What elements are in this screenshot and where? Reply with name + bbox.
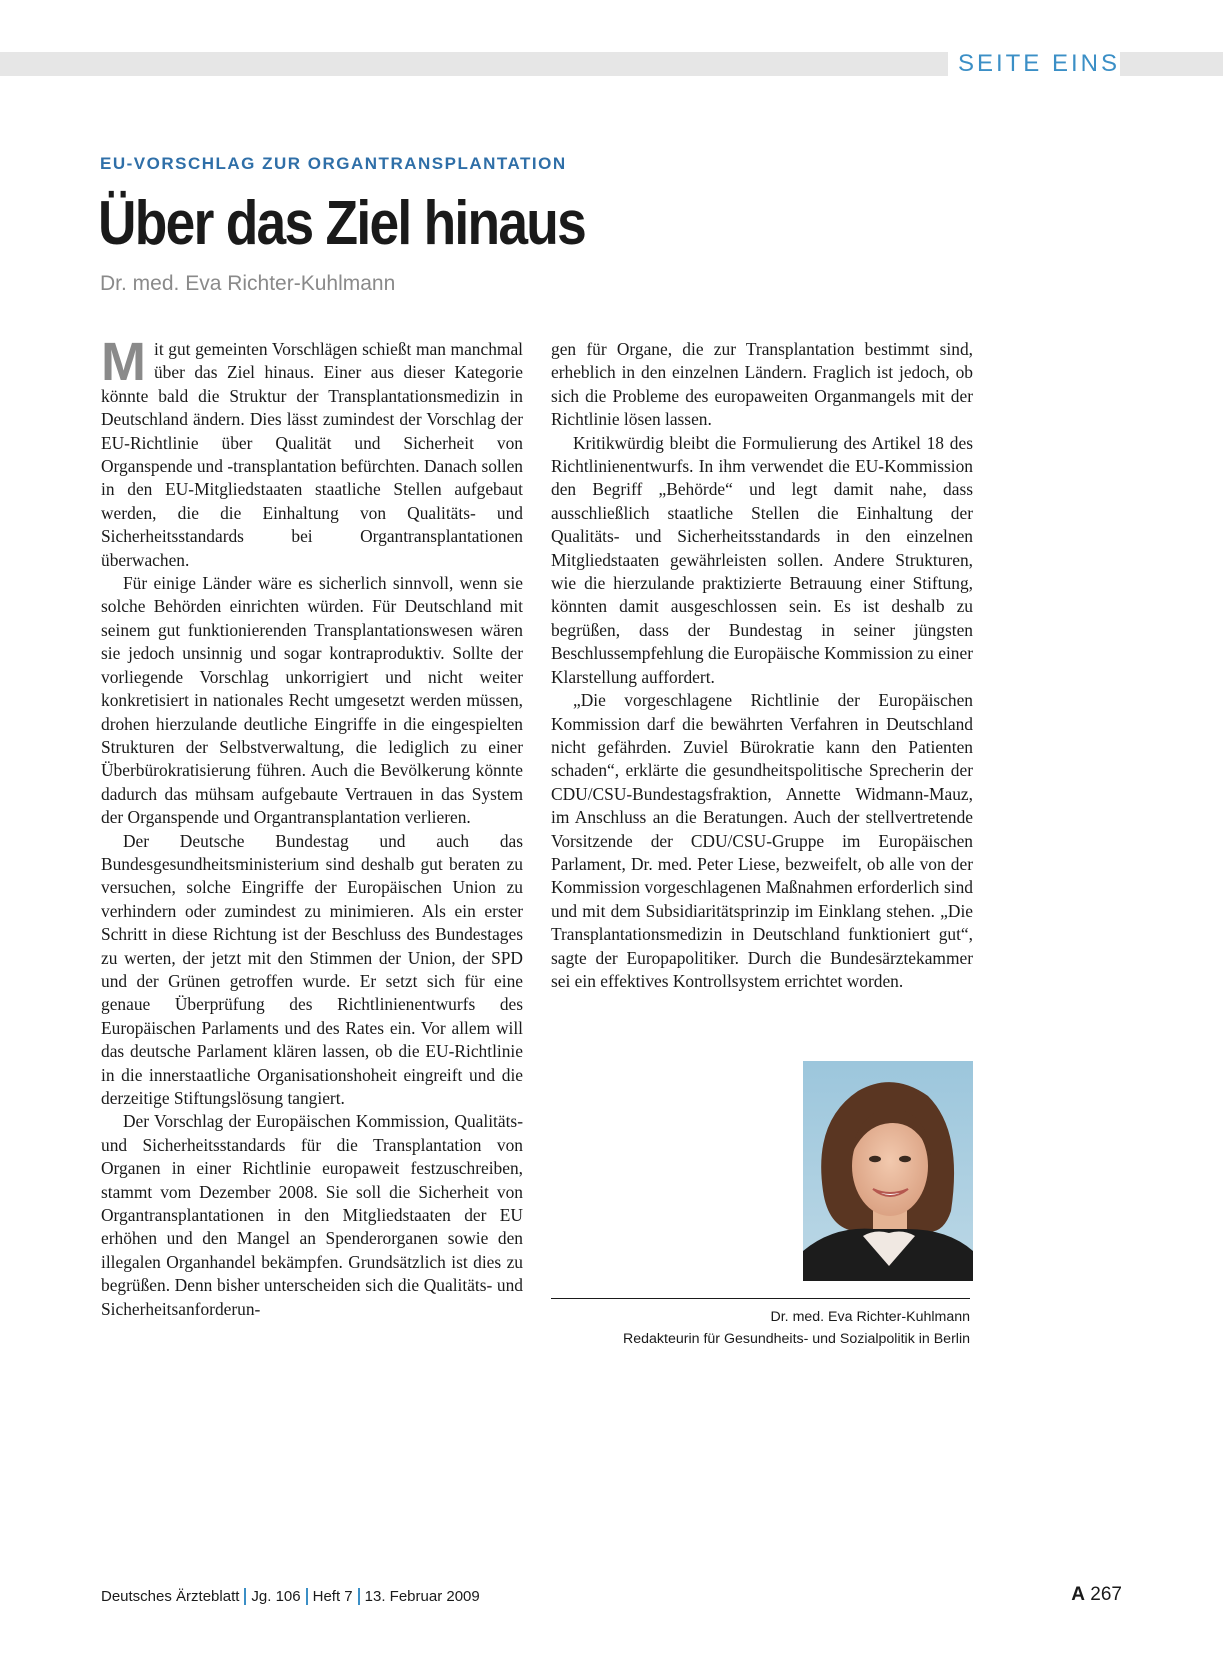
article-column-2 — [551, 338, 973, 993]
volume: Jg. 106 — [251, 1588, 301, 1605]
footer-separator — [358, 1588, 360, 1605]
journal-name: Deutsches Ärzteblatt — [101, 1588, 240, 1605]
caption-role: Redakteurin für Gesundheits- und Sozialpolitik in Berlin — [623, 1331, 970, 1347]
footer-separator — [306, 1588, 308, 1605]
paragraph: Der Deutsche Bundestag und auch das Bundesgesundheitsministerium sind deshalb gut beraten zu versuchen, solche Eingriffe der Europäischen Union zu verhindern oder zumindest zu minimieren. Als ein erster Schritt in diese Richtung ist der Beschluss des Bundestages zu werten, der jetzt mit den Stimmen der Union, der SPD und der Grünen getroffen wurde. Er setzt sich für eine genaue Überprüfung des Richtlinienentwurfs des Europäischen Parlaments und des Rates ein. Vor allem will das deutsche Parlament klären lassen, ob die EU-Richtlinie in die innerstaatliche Organisationshoheit eingreift und die derzeitige Stiftungslösung tangiert. — [101, 830, 523, 1108]
article-kicker: EU-VORSCHLAG ZUR ORGANTRANSPLANTATION — [100, 154, 567, 173]
paragraph: „Die vorgeschlagene Richtlinie der Europäischen Kommission darf die bewährten Verfahren in Deutschland nicht gefährden. Zuviel Bürokratie kann den Patienten schaden“, erklärte die gesundheitspolitische Sprecherin der CDU/CSU-Bundestagsfraktion, Annette Widmann-Mauz, im Anschluss an die Beratungen. Auch der stellvertretende Vorsitzende der CDU/CSU-Gruppe im Europäischen Parlament, Dr. med. Peter Liese, bezweifelt, ob alle von der Kommission vorgeschlagenen Maßnahmen erforderlich sind und mit dem Subsidiaritätsprinzip im Einklang stehen. „Die Transplantationsmedizin in Deutschland funktioniert gut“, sagte der Europapolitiker. Durch die Bundesärztekammer sei ein effektives Kontrollsystem errichtet worden. — [551, 690, 973, 991]
caption-name: Dr. med. Eva Richter-Kuhlmann — [770, 1309, 970, 1325]
page-number-value: 267 — [1090, 1584, 1122, 1605]
section-label: SEITE EINS — [948, 50, 1120, 78]
page-prefix: A — [1071, 1584, 1086, 1605]
article-author: Dr. med. Eva Richter-Kuhlmann — [100, 272, 396, 295]
photo-caption — [623, 1306, 970, 1350]
issue-date: 13. Februar 2009 — [364, 1588, 480, 1605]
issue: Heft 7 — [312, 1588, 353, 1605]
author-photo — [803, 1061, 973, 1281]
drop-cap: M — [101, 332, 146, 392]
paragraph: Der Vorschlag der Europäischen Kommission, Qualitäts- und Sicherheitsstandards für die Transplantation von Organen in einer Richtlinie europaweit festzuschreiben, stammt vom Dezember 2008. Sie soll die Sicherheit von Organtransplantationen in den Mitgliedstaaten der EU erhöhen und den Mangel an Spenderorganen sowie den illegalen Organhandel bekämpfen. Grundsätzlich ist dies zu begrüßen. Denn bisher unterscheiden sich die Qualitäts- und Sicherheitsanforderun- — [101, 1111, 523, 1319]
paragraph: Kritikwürdig bleibt die Formulierung des Artikel 18 des Richtlinienentwurfs. In ihm verwendet die EU-Kommission den Begriff „Behörde“ und legt damit nahe, dass ausschließlich staatliche Stellen die Einhaltung der Qualitäts- und Sicherheitsstandards in den einzelnen Mitgliedstaaten gewährleisten sollen. Andere Strukturen, wie die hierzulande praktizierte Betrauung einer Stiftung, könnten damit ausgeschlossen sein. Es ist deshalb zu begrüßen, dass der Bundestag in seiner jüngsten Beschlussempfehlung die Europäische Kommission zu einer Klarstellung auffordert. — [551, 432, 973, 687]
footer — [101, 1588, 480, 1605]
footer-separator — [244, 1588, 246, 1605]
paragraph: Für einige Länder wäre es sicherlich sinnvoll, wenn sie solche Behörden einrichten würden. Für Deutschland mit seinem gut funktionierenden Transplantationswesen wären sie jedoch unsinnig und sogar kontraproduktiv. Sollte der vorliegende Vorschlag unkorrigiert und nicht weiter konkretisiert in nationales Recht umgesetzt werden müssen, drohen hierzulande deutliche Eingriffe in die eingespielten Strukturen der Selbstverwaltung, die lediglich zu einer Überbürokratisierung führen. Auch die Bevölkerung könnte dadurch das mühsam aufgebaute Vertrauen in das System der Organspende und Organtransplantation verlieren. — [101, 573, 523, 828]
paragraph — [101, 332, 523, 572]
paragraph: gen für Organe, die zur Transplantation bestimmt sind, erheblich in den einzelnen Ländern. Fraglich ist jedoch, ob sich die Probleme des europaweiten Organmangels mit der Richtlinie lösen lassen. — [551, 339, 973, 430]
paragraph-text: it gut gemeinten Vorschlägen schießt man manchmal über das Ziel hinaus. Einer aus dieser Kategorie könnte bald die Struktur der Transplantationsmedizin in Deutschland ändern. Dies lässt zumindest der Vorschlag der EU-Richtlinie über Qualität und Sicherheit von Organspende und -transplantation befürchten. Danach sollen in den EU-Mitgliedstaaten staatliche Stellen aufgebaut werden, die die Einhaltung von Qualitäts- und Sicherheitsstandards bei Organtransplantationen überwachen. — [101, 339, 523, 570]
caption-divider — [551, 1298, 970, 1299]
article-column-1 — [101, 332, 523, 1321]
article-title: Über das Ziel hinaus — [98, 189, 586, 258]
page-number — [1071, 1584, 1122, 1606]
